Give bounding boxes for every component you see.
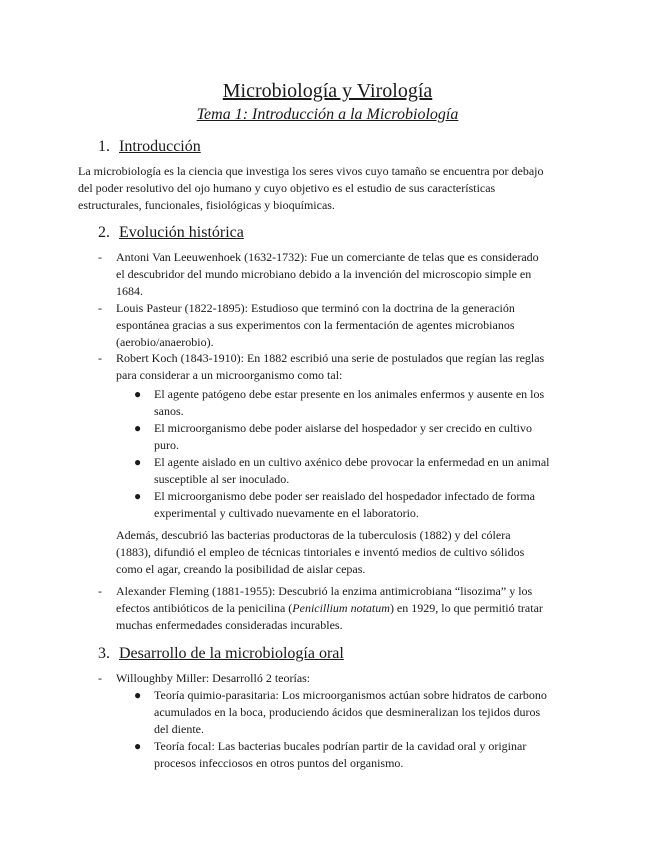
text-line: puro. [154,438,179,452]
bullet-dot-icon: ● [134,489,142,503]
text-line: Teoría focal: Las bacterias bucales podrían partir de la cavidad oral y originar [154,739,527,753]
bullet-dot-icon: ● [134,739,142,753]
text-line: Louis Pasteur (1822-1895): Estudioso que terminó con la doctrina de la generación [116,301,515,315]
text-line: muchas enfermedades consideradas incurables. [116,618,343,632]
text-fragment: ) en 1929, lo que permitió tratar [389,601,543,615]
text-line: espontánea gracias a sus experimentos con la fermentación de agentes microbianos [116,318,515,332]
dash-bullet: - [98,671,102,685]
text-fragment: efectos antibióticos de la penicilina ( [116,601,293,615]
bullet-dot-icon: ● [134,421,142,435]
dash-bullet: - [98,250,102,264]
text-line: 1684. [116,284,143,298]
document-subtitle: Tema 1: Introducción a la Microbiología [196,106,459,123]
section-heading-microbiologia-oral [98,645,344,663]
text-line: sanos. [154,404,184,418]
bullet-dot-icon: ● [134,387,142,401]
text-line: Antoni Van Leeuwenhoek (1632-1732): Fue un comerciante de telas que es considerado [116,250,539,264]
dash-bullet: - [98,301,102,315]
text-line: el descubridor del mundo microbiano debido a la invención del microscopio simple en [116,267,532,281]
section-title: Evolución histórica [119,224,244,241]
section-number: 1. [98,138,110,155]
section-number: 2. [98,224,110,241]
text-line: (1883), difundió el empleo de técnicas tintoriales e inventó medios de cultivo sólidos [116,545,525,559]
section-title: Introducción [119,138,201,155]
section-title: Desarrollo de la microbiología oral [119,645,344,662]
text-line: experimental y cultivado nuevamente en el laboratorio. [154,506,419,520]
text-line: (aerobio/anaerobio). [116,335,214,349]
bullet-dot-icon: ● [134,688,142,702]
text-line: El agente patógeno debe estar presente en los animales enfermos y ausente en los [154,387,545,401]
species-name: Penicillium notatum [292,601,390,615]
text-line: estructurales, funcionales, fisiológicas y bioquímicas. [78,198,335,212]
text-line: El agente aislado en un cultivo axénico debe provocar la enfermedad en un animal [154,455,550,469]
text-line: procesos infecciosos en otros puntos del organismo. [154,756,404,770]
text-line: El microorganismo debe poder aislarse del hospedador y ser crecido en cultivo [154,421,532,435]
text-line: Willoughby Miller: Desarrolló 2 teorías: [116,671,311,685]
text-line: del poder resolutivo del ojo humano y cuyo objetivo es el estudio de sus características [78,181,496,195]
text-line: Teoría quimio-parasitaria: Los microorganismos actúan sobre hidratos de carbono [154,688,547,702]
text-line: como el agar, creando la posibilidad de aislar cepas. [116,562,366,576]
intro-paragraph [78,163,583,214]
text-line: Además, descubrió las bacterias productoras de la tuberculosis (1882) y del cólera [116,528,511,542]
document-title: Microbiología y Virología [222,80,433,102]
text-line [116,600,582,617]
text-line: acumulados en la boca, produciendo ácidos que desmineralizan los tejidos duros [154,705,541,719]
bullet-dot-icon: ● [134,455,142,469]
text-line: para considerar a un microorganismo como tal: [116,368,343,382]
section-number: 3. [98,645,110,662]
text-line: El microorganismo debe poder ser reaislado del hospedador infectado de forma [154,489,535,503]
section-heading-introduccion [98,138,201,156]
dash-bullet: - [98,584,102,598]
text-line: susceptible al ser inoculado. [154,472,290,486]
text-line: Robert Koch (1843-1910): En 1882 escribió una serie de postulados que regían las reglas [116,351,545,365]
koch-additional-paragraph [116,527,578,578]
dash-bullet: - [98,351,102,365]
text-line: del diente. [154,722,204,736]
text-line: Alexander Fleming (1881-1955): Descubrió la enzima antimicrobiana “lisozima” y los [116,584,533,598]
section-heading-evolucion [98,224,244,242]
text-line: La microbiología es la ciencia que investiga los seres vivos cuyo tamaño se encuentra por debajo [78,164,544,178]
